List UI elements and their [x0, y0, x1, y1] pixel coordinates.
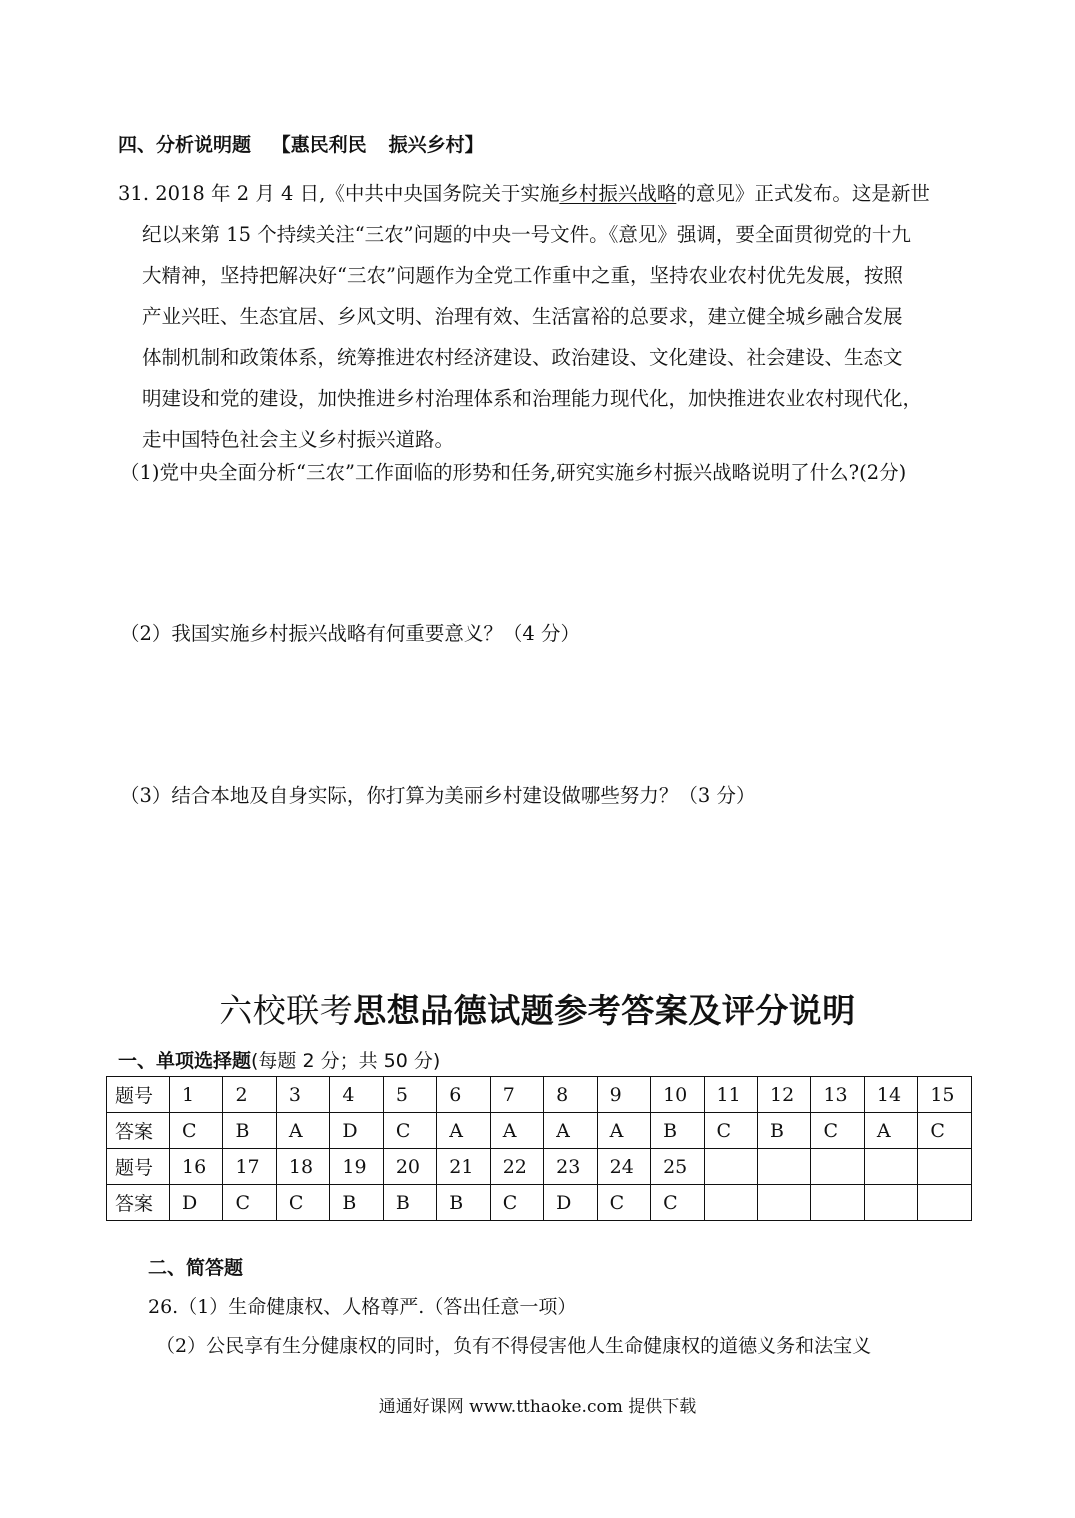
q26-answer-2: （2）公民享有生分健康权的同时，负有不得侵害他人生命健康权的道德义务和法宝义	[156, 1335, 872, 1357]
table-cell: C	[490, 1185, 543, 1221]
table-cell: 21	[437, 1149, 490, 1185]
section2-title: 二、简答题	[148, 1257, 244, 1279]
q31-line1-post: 的意见》正式发布。这是新世	[676, 182, 930, 205]
table-cell: 10	[651, 1077, 704, 1113]
table-cell: A	[864, 1113, 917, 1149]
table-cell: C	[651, 1185, 704, 1221]
table-cell: 22	[490, 1149, 543, 1185]
section4-tag-open: 【惠民利民	[271, 134, 367, 156]
table-cell	[704, 1185, 757, 1221]
row-question-numbers	[107, 1149, 972, 1185]
row-label: 题号	[107, 1149, 170, 1185]
table-cell	[918, 1185, 972, 1221]
section4-title: 四、分析说明题	[118, 134, 252, 156]
table-cell: B	[330, 1185, 383, 1221]
mc-section-heading	[118, 1046, 440, 1073]
table-cell: 9	[597, 1077, 650, 1113]
table-cell: 19	[330, 1149, 383, 1185]
answer-title-bold: 思想品德试题参考答案及评分说明	[353, 991, 856, 1030]
table-cell	[704, 1149, 757, 1185]
table-cell: D	[330, 1113, 383, 1149]
q31-line-1	[118, 173, 998, 214]
q31-line: 大精神，坚持把解决好“三农”问题作为全党工作重中之重，坚持农业农村优先发展，按照	[142, 264, 903, 287]
answer-table	[106, 1076, 972, 1221]
row-label: 答案	[107, 1185, 170, 1221]
table-cell	[864, 1149, 917, 1185]
table-cell: C	[383, 1113, 436, 1149]
q26-answer-1: 26.（1）生命健康权、人格尊严.（答出任意一项）	[148, 1296, 577, 1318]
table-cell: 3	[276, 1077, 329, 1113]
answer-title-plain: 六校联考	[219, 991, 354, 1030]
row-answers	[107, 1185, 972, 1221]
q31-line: 体制机制和政策体系，统筹推进农村经济建设、政治建设、文化建设、社会建设、生态文	[142, 346, 903, 369]
table-cell: 25	[651, 1149, 704, 1185]
mc-section-note: (每题 2 分；共 50 分)	[251, 1050, 441, 1072]
table-cell	[918, 1149, 972, 1185]
table-cell: 2	[223, 1077, 276, 1113]
row-answers	[107, 1113, 972, 1149]
table-cell: 16	[170, 1149, 223, 1185]
q31-subquestion-2: （2）我国实施乡村振兴战略有何重要意义？（4 分）	[120, 622, 581, 645]
row-label: 题号	[107, 1077, 170, 1113]
section4-tag-close: 振兴乡村】	[388, 134, 484, 156]
table-cell: D	[170, 1185, 223, 1221]
q31-subquestion-3: （3）结合本地及自身实际，你打算为美丽乡村建设做哪些努力？（3 分）	[120, 784, 756, 807]
table-cell	[864, 1185, 917, 1221]
table-cell	[757, 1185, 810, 1221]
table-cell: C	[597, 1185, 650, 1221]
table-cell: 5	[383, 1077, 436, 1113]
table-cell: 1	[170, 1077, 223, 1113]
table-cell: C	[223, 1185, 276, 1221]
table-cell: B	[651, 1113, 704, 1149]
table-cell: B	[383, 1185, 436, 1221]
table-cell: B	[437, 1185, 490, 1221]
mc-section-title: 一、单项选择题	[118, 1050, 252, 1072]
table-cell: 7	[490, 1077, 543, 1113]
table-cell: 24	[597, 1149, 650, 1185]
table-cell: C	[276, 1185, 329, 1221]
table-cell: A	[276, 1113, 329, 1149]
table-cell: C	[918, 1113, 972, 1149]
table-cell: B	[223, 1113, 276, 1149]
table-cell: C	[811, 1113, 864, 1149]
table-cell: 12	[757, 1077, 810, 1113]
table-cell	[757, 1149, 810, 1185]
q31-line1-pre: 31. 2018 年 2 月 4 日,《中共中央国务院关于实施	[118, 182, 560, 205]
table-cell: 4	[330, 1077, 383, 1113]
table-cell: D	[544, 1185, 597, 1221]
table-cell: 20	[383, 1149, 436, 1185]
table-cell: 23	[544, 1149, 597, 1185]
footer-source: 通通好课网 www.tthaoke.com 提供下载	[378, 1397, 697, 1417]
q31-line: 产业兴旺、生态宜居、乡风文明、治理有效、生活富裕的总要求，建立健全城乡融合发展	[142, 305, 903, 328]
section4-heading	[118, 130, 484, 157]
table-cell: 11	[704, 1077, 757, 1113]
row-label: 答案	[107, 1113, 170, 1149]
table-cell: A	[544, 1113, 597, 1149]
table-cell: B	[757, 1113, 810, 1149]
table-cell: 6	[437, 1077, 490, 1113]
table-cell: 18	[276, 1149, 329, 1185]
q31-line: 纪以来第 15 个持续关注“三农”问题的中央一号文件。《意见》强调，要全面贯彻党的十九	[142, 223, 911, 246]
table-cell: A	[490, 1113, 543, 1149]
table-cell: 15	[918, 1077, 972, 1113]
table-cell: 8	[544, 1077, 597, 1113]
question-31	[118, 173, 998, 460]
q31-underlined-term: 乡村振兴战略	[559, 182, 677, 205]
table-cell: 13	[811, 1077, 864, 1113]
table-cell: C	[704, 1113, 757, 1149]
q31-line: 走中国特色社会主义乡村振兴道路。	[142, 428, 455, 451]
row-question-numbers	[107, 1077, 972, 1113]
q31-line: 明建设和党的建设，加快推进乡村治理体系和治理能力现代化，加快推进农业农村现代化，	[142, 387, 923, 410]
table-cell: A	[597, 1113, 650, 1149]
q31-subquestion-1: （1)党中央全面分析“三农”工作面临的形势和任务,研究实施乡村振兴战略说明了什么?(2分)	[120, 461, 907, 484]
q31-body	[118, 214, 998, 460]
table-cell: C	[170, 1113, 223, 1149]
table-cell	[811, 1185, 864, 1221]
table-cell: A	[437, 1113, 490, 1149]
table-cell	[811, 1149, 864, 1185]
table-cell: 14	[864, 1077, 917, 1113]
table-cell: 17	[223, 1149, 276, 1185]
answer-key-title	[0, 985, 1075, 1032]
